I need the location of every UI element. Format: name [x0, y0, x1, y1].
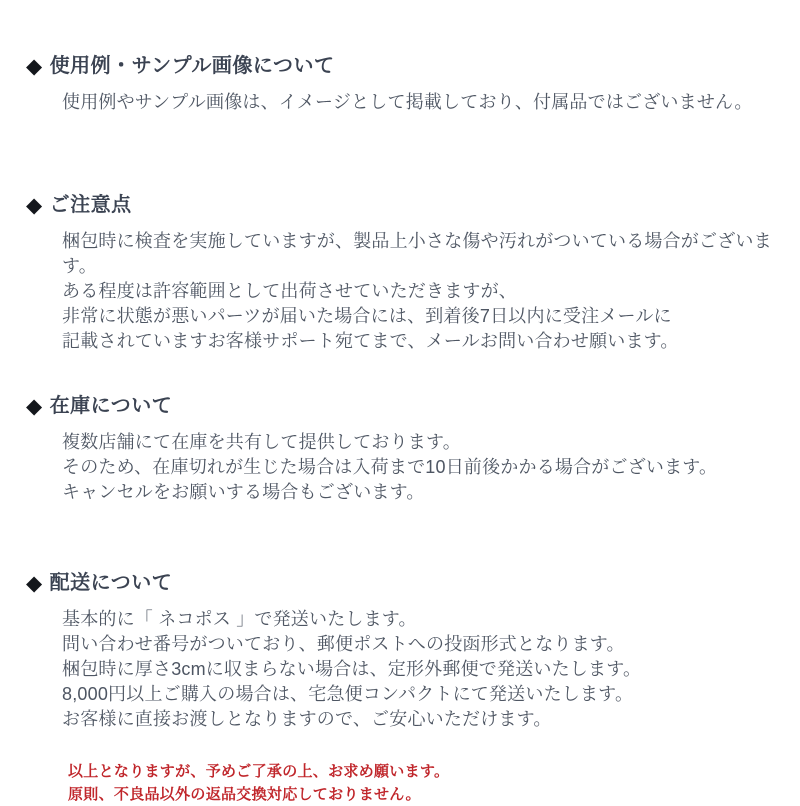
section-sample-images [26, 52, 792, 115]
warning-notice [68, 760, 792, 806]
section-cautions [26, 191, 792, 354]
diamond-bullet-icon: ◆ [26, 55, 43, 78]
note-line: お客様に直接お渡しとなりますので、ご安心いただけます。 [62, 709, 552, 729]
section-stock [26, 392, 792, 505]
note-line: 記載されていますお客様サポート宛てまで、メールお問い合わせ願います。 [62, 331, 679, 351]
section-title: 在庫について [49, 395, 173, 417]
section-sample-images-heading [26, 52, 792, 81]
section-shipping-heading [26, 569, 792, 598]
note-line: 基本的に「 ネコポス 」で発送いたします。 [62, 609, 417, 629]
note-line: そのため、在庫切れが生じた場合は入荷まで10日前後かかる場合がございます。 [62, 457, 718, 477]
diamond-bullet-icon: ◆ [26, 395, 43, 418]
section-cautions-body [62, 229, 792, 354]
note-line: 非常に状態が悪いパーツが届いた場合には、到着後7日以内に受注メールに [62, 306, 672, 326]
section-shipping-body [62, 607, 792, 732]
section-title: 配送について [49, 572, 173, 594]
section-stock-body [62, 430, 792, 505]
note-line: 問い合わせ番号がついており、郵便ポストへの投函形式となります。 [62, 634, 625, 654]
note-line: 梱包時に検査を実施していますが、製品上小さな傷や汚れがついている場合がございます。 [62, 231, 772, 276]
diamond-bullet-icon: ◆ [26, 572, 43, 595]
note-line: ある程度は許容範囲として出荷させていただきますが、 [62, 281, 517, 301]
note-line: キャンセルをお願いする場合もございます。 [62, 482, 425, 502]
note-line: 複数店舗にて在庫を共有して提供しております。 [62, 432, 461, 452]
note-line: 使用例やサンプル画像は、イメージとして掲載しており、付属品ではございません。 [62, 92, 753, 112]
note-line: 梱包時に厚さ3cmに収まらない場合は、定形外郵便で発送いたします。 [62, 659, 642, 679]
section-title: 使用例・サンプル画像について [49, 55, 335, 77]
section-stock-heading [26, 392, 792, 421]
section-title: ご注意点 [49, 194, 132, 216]
note-line: 8,000円以上ご購入の場合は、宅急便コンパクトにて発送いたします。 [62, 684, 634, 704]
warning-line: 原則、不良品以外の返品交換対応しておりません。 [68, 786, 421, 803]
diamond-bullet-icon: ◆ [26, 194, 43, 217]
section-cautions-heading [26, 191, 792, 220]
warning-line: 以上となりますが、予めご了承の上、お求め願います。 [68, 763, 450, 780]
section-shipping [26, 569, 792, 732]
section-sample-images-body [62, 90, 792, 115]
